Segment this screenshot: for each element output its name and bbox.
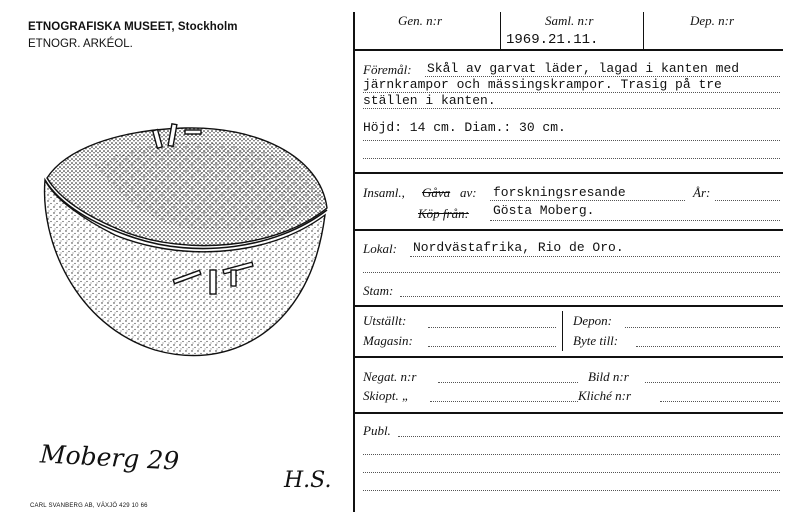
foremal-line-3: ställen i kanten.	[363, 93, 496, 108]
saml-nr-label: Saml. n:r	[545, 13, 594, 28]
card-left-border	[353, 12, 355, 512]
leather-bowl-drawing-icon	[35, 110, 345, 375]
dep-nr-label: Dep. n:r	[690, 13, 735, 28]
kop-fran-label: Köp från:	[418, 206, 469, 221]
kliche-nr-label: Kliché n:r	[578, 388, 632, 403]
ar-label: År:	[693, 185, 711, 200]
lokal-value: Nordvästafrika, Rio de Oro.	[413, 240, 624, 255]
stam-label: Stam:	[363, 283, 394, 298]
insaml-label: Insaml.,	[363, 185, 405, 200]
foremal-line-2: järnkrampor och mässingskrampor. Trasig på tre	[363, 77, 722, 92]
magasin-label: Magasin:	[363, 333, 413, 348]
kop-fran-value: Gösta Moberg.	[493, 203, 595, 218]
header-bottom-rule	[353, 49, 783, 51]
gen-nr-label: Gen. n:r	[398, 13, 443, 28]
negat-bottom-rule	[353, 412, 783, 414]
insaml-bottom-rule	[353, 229, 783, 231]
stam-bottom-rule	[353, 305, 783, 307]
bild-nr-label: Bild n:r	[588, 369, 629, 384]
gava-label: Gåva	[422, 185, 451, 200]
publ-label: Publ.	[363, 423, 391, 438]
utstallt-label: Utställt:	[363, 313, 407, 328]
saml-nr-value: 1969.21.11.	[506, 32, 599, 48]
museum-name: ETNOGRAFISKA MUSEET, Stockholm	[28, 21, 238, 33]
utstallt-divider	[562, 311, 563, 351]
museum-department: ETNOGR. ARKÉOL.	[28, 38, 133, 50]
lokal-label: Lokal:	[363, 241, 397, 256]
handwritten-collector-note: Moberg 29	[39, 439, 180, 476]
foremal-line-1: Skål av garvat läder, lagad i kanten med	[427, 61, 740, 76]
magasin-bottom-rule	[353, 356, 783, 358]
foremal-bottom-rule	[353, 172, 783, 174]
handwritten-initials: H.S.	[284, 468, 332, 493]
byte-till-label: Byte till:	[573, 333, 619, 348]
skiopt-label: Skiopt. „	[363, 388, 410, 403]
header-divider-1	[500, 12, 501, 50]
av-label: av:	[460, 185, 477, 200]
depon-label: Depon:	[573, 313, 612, 328]
negat-nr-label: Negat. n:r	[363, 369, 417, 384]
printer-imprint: CARL SVANBERG AB, VÄXJÖ 429 10 66	[30, 503, 148, 509]
insaml-value: forskningsresande	[493, 185, 626, 200]
header-divider-2	[643, 12, 644, 50]
dimensions-line: Höjd: 14 cm. Diam.: 30 cm.	[363, 120, 566, 135]
foremal-label: Föremål:	[363, 62, 412, 77]
